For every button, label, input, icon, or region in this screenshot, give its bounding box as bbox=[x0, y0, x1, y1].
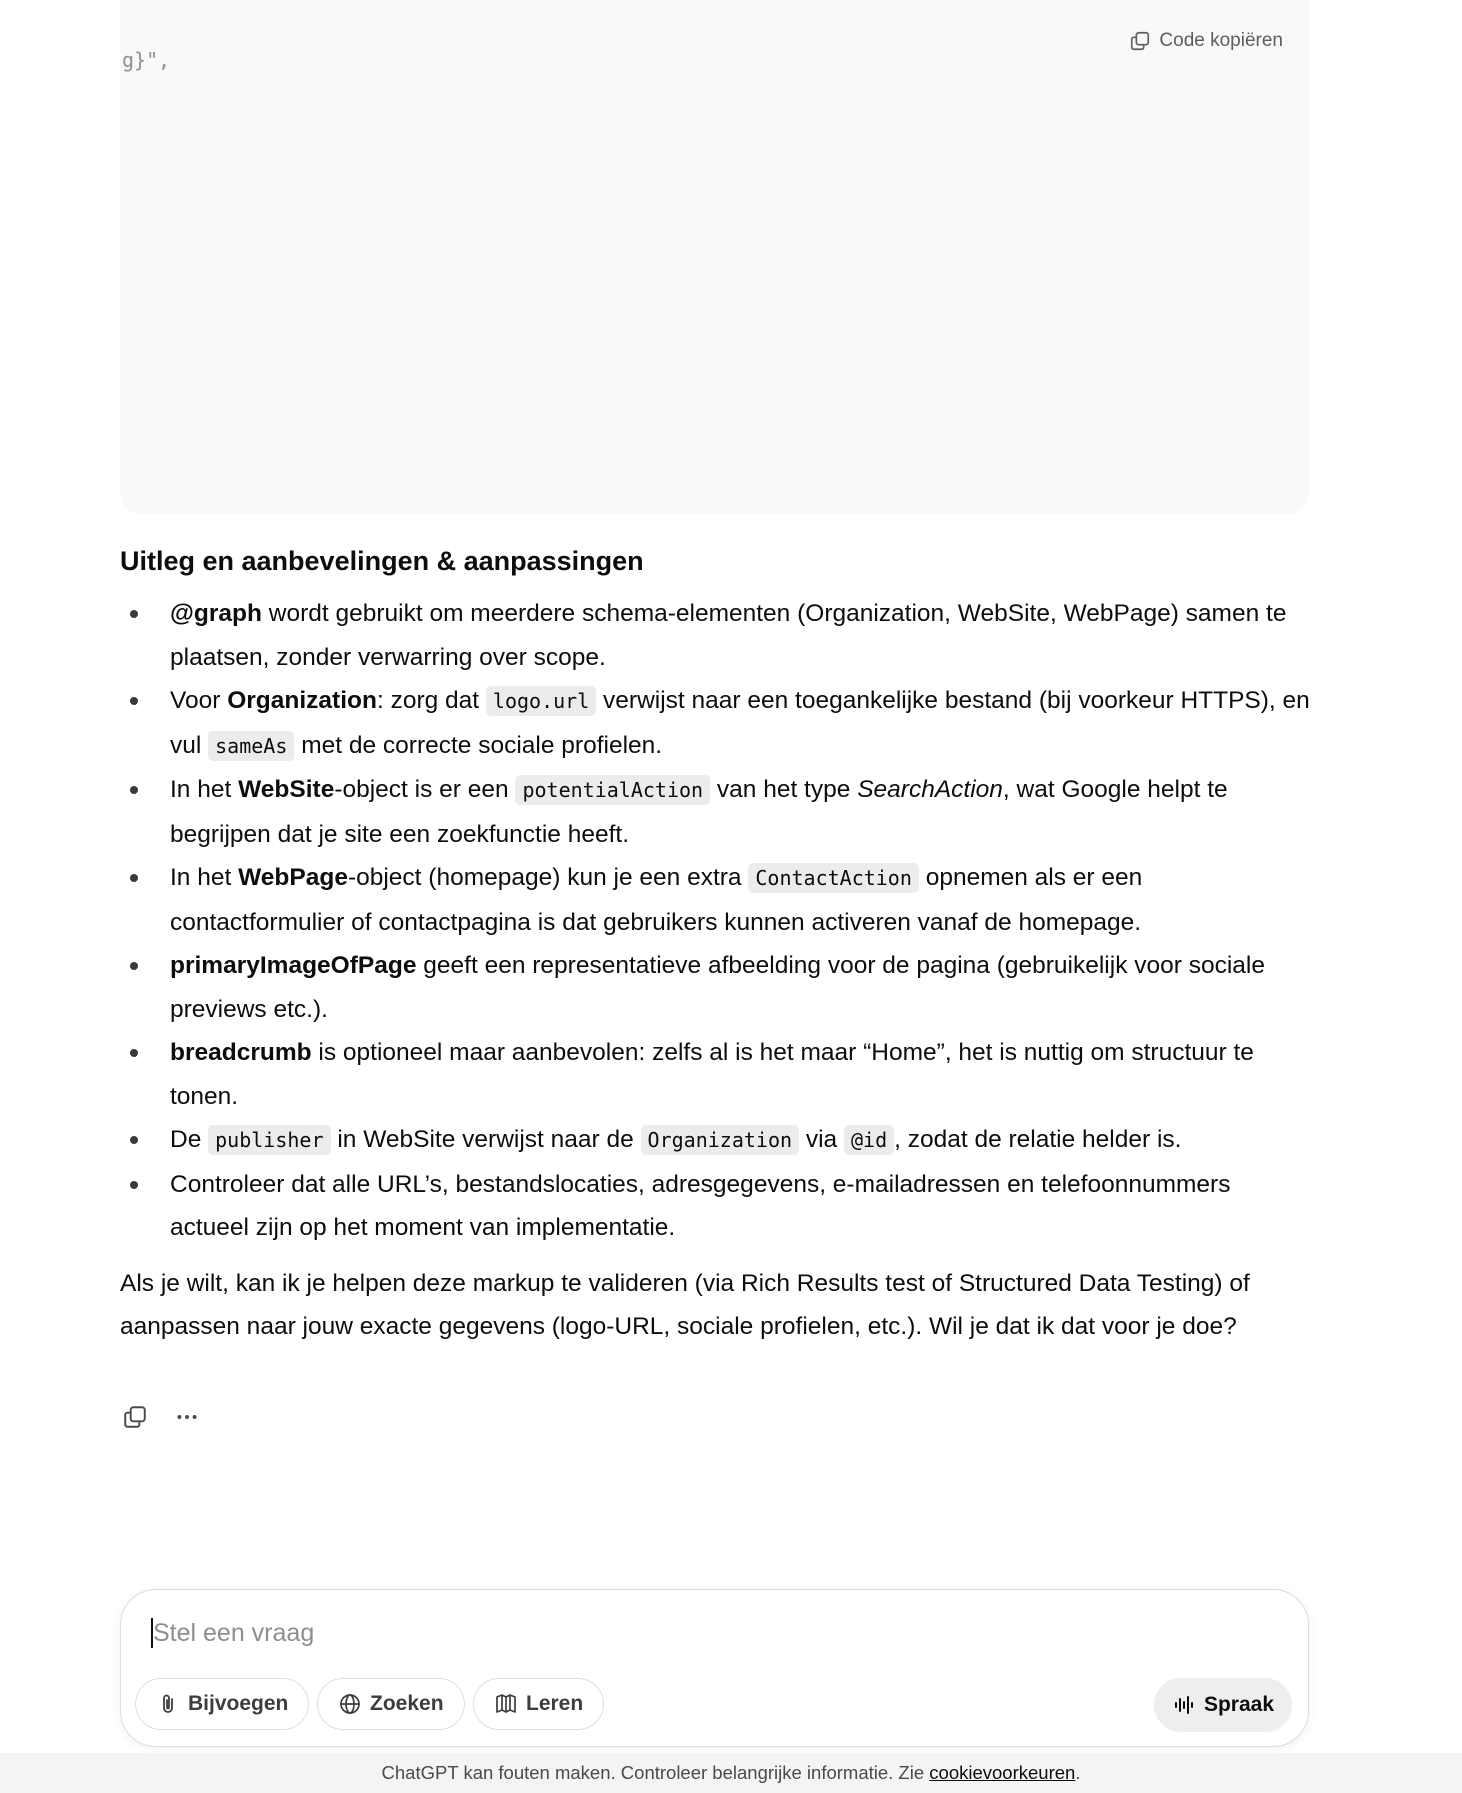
bold-term: primaryImageOfPage bbox=[170, 952, 417, 979]
inline-code: ContactAction bbox=[748, 863, 919, 893]
bold-term: @graph bbox=[170, 600, 262, 627]
inline-code: @id bbox=[844, 1125, 894, 1155]
assistant-message bbox=[120, 540, 1310, 1349]
item-text: wordt gebruikt om meerdere schema-elementen (Organization, WebSite, WebPage) samen te plaatsen, zonder verwarring over scope. bbox=[170, 600, 1287, 671]
list-item bbox=[120, 768, 1310, 856]
item-text: , zodat de relatie helder is. bbox=[894, 1126, 1182, 1153]
list-item bbox=[120, 1163, 1310, 1250]
more-horizontal-icon bbox=[174, 1404, 200, 1430]
item-text: De bbox=[170, 1126, 209, 1153]
item-text: is optioneel maar aanbevolen: zelfs al is het maar “Home”, het is nuttig om structuur te tonen. bbox=[170, 1039, 1254, 1110]
bold-term: Organization bbox=[227, 687, 377, 714]
learn-button[interactable] bbox=[473, 1678, 604, 1730]
list-item bbox=[120, 1031, 1310, 1118]
inline-code: sameAs bbox=[208, 731, 294, 761]
item-text: In het bbox=[170, 776, 239, 803]
inline-code: logo.url bbox=[486, 686, 596, 716]
learn-label: Leren bbox=[526, 1692, 584, 1715]
italic-term: SearchAction bbox=[857, 776, 1003, 803]
message-actions bbox=[120, 1402, 202, 1432]
code-block bbox=[120, 0, 1309, 514]
item-text: Controleer dat alle URL’s, bestandslocaties, adresgegevens, e-mailadressen en telefoonnummers actueel zijn op het moment van implementatie. bbox=[170, 1170, 1231, 1241]
item-text: : zorg dat bbox=[376, 687, 486, 714]
prompt-input[interactable] bbox=[151, 1612, 1255, 1654]
inline-code: publisher bbox=[208, 1125, 330, 1155]
bold-term: WebSite bbox=[238, 776, 335, 803]
inline-code: Organization bbox=[641, 1125, 800, 1155]
voice-waveform-icon bbox=[1172, 1693, 1196, 1717]
paperclip-icon bbox=[156, 1692, 180, 1716]
book-icon bbox=[494, 1692, 518, 1716]
item-text: met de correcte sociale profielen. bbox=[294, 731, 663, 759]
copy-code-label: Code kopiëren bbox=[1159, 30, 1283, 51]
copy-code-button[interactable] bbox=[1129, 30, 1283, 52]
list-item bbox=[120, 679, 1310, 768]
item-text: van het type bbox=[710, 776, 858, 803]
item-text: , wat Google helpt te begrijpen dat je site een zoekfunctie heeft. bbox=[170, 776, 1228, 848]
list-item bbox=[120, 1118, 1310, 1163]
globe-icon bbox=[338, 1692, 362, 1716]
copy-message-button[interactable] bbox=[120, 1402, 150, 1432]
list-item bbox=[120, 856, 1310, 944]
disclaimer-footer bbox=[0, 1753, 1462, 1793]
search-button[interactable] bbox=[317, 1678, 465, 1730]
item-text: In het bbox=[170, 864, 239, 891]
code-snippet: g}", bbox=[122, 48, 171, 72]
voice-button[interactable] bbox=[1154, 1678, 1292, 1732]
closing-paragraph: Als je wilt, kan ik je helpen deze markup te valideren (via Rich Results test of Structured Data Testing) of aanpassen naar jouw exacte gegevens (logo-URL, sociale profielen, etc.). Wil je dat ik dat voor je doe? bbox=[120, 1269, 1250, 1340]
composer bbox=[120, 1589, 1309, 1747]
item-text: -object (homepage) kun je een extra bbox=[347, 864, 749, 891]
copy-icon bbox=[1129, 30, 1151, 52]
text-caret bbox=[151, 1618, 153, 1648]
item-text: geeft een representatieve afbeelding voor de pagina (gebruikelijk voor sociale previews etc.). bbox=[170, 952, 1265, 1023]
bold-term: breadcrumb bbox=[170, 1039, 312, 1066]
recommendation-list bbox=[120, 592, 1310, 1250]
more-options-button[interactable] bbox=[172, 1402, 202, 1432]
attach-button[interactable] bbox=[135, 1678, 309, 1730]
inline-code: potentialAction bbox=[515, 775, 710, 805]
list-item bbox=[120, 592, 1310, 679]
cookie-preferences-link[interactable]: cookievoorkeuren bbox=[929, 1762, 1076, 1783]
bold-term: WebPage bbox=[238, 864, 348, 891]
item-text: opnemen als er een contactformulier of contactpagina is dat gebruikers kunnen activeren vanaf de homepage. bbox=[170, 864, 1143, 936]
item-text: in WebSite verwijst naar de bbox=[330, 1126, 641, 1153]
item-text: verwijst naar een toegankelijke bestand (bij voorkeur HTTPS), en vul bbox=[170, 687, 1310, 759]
disclaimer-end: . bbox=[1075, 1762, 1081, 1783]
attach-label: Bijvoegen bbox=[188, 1692, 289, 1715]
section-heading: Uitleg en aanbevelingen & aanpassingen bbox=[120, 546, 644, 576]
copy-icon bbox=[122, 1404, 148, 1430]
item-text: Voor bbox=[170, 687, 228, 714]
item-text: via bbox=[799, 1126, 844, 1153]
disclaimer-text: ChatGPT kan fouten maken. Controleer belangrijke informatie. Zie bbox=[381, 1762, 930, 1783]
item-text: -object is er een bbox=[334, 776, 516, 803]
voice-label: Spraak bbox=[1203, 1693, 1275, 1716]
search-label: Zoeken bbox=[370, 1692, 444, 1715]
list-item bbox=[120, 944, 1310, 1031]
